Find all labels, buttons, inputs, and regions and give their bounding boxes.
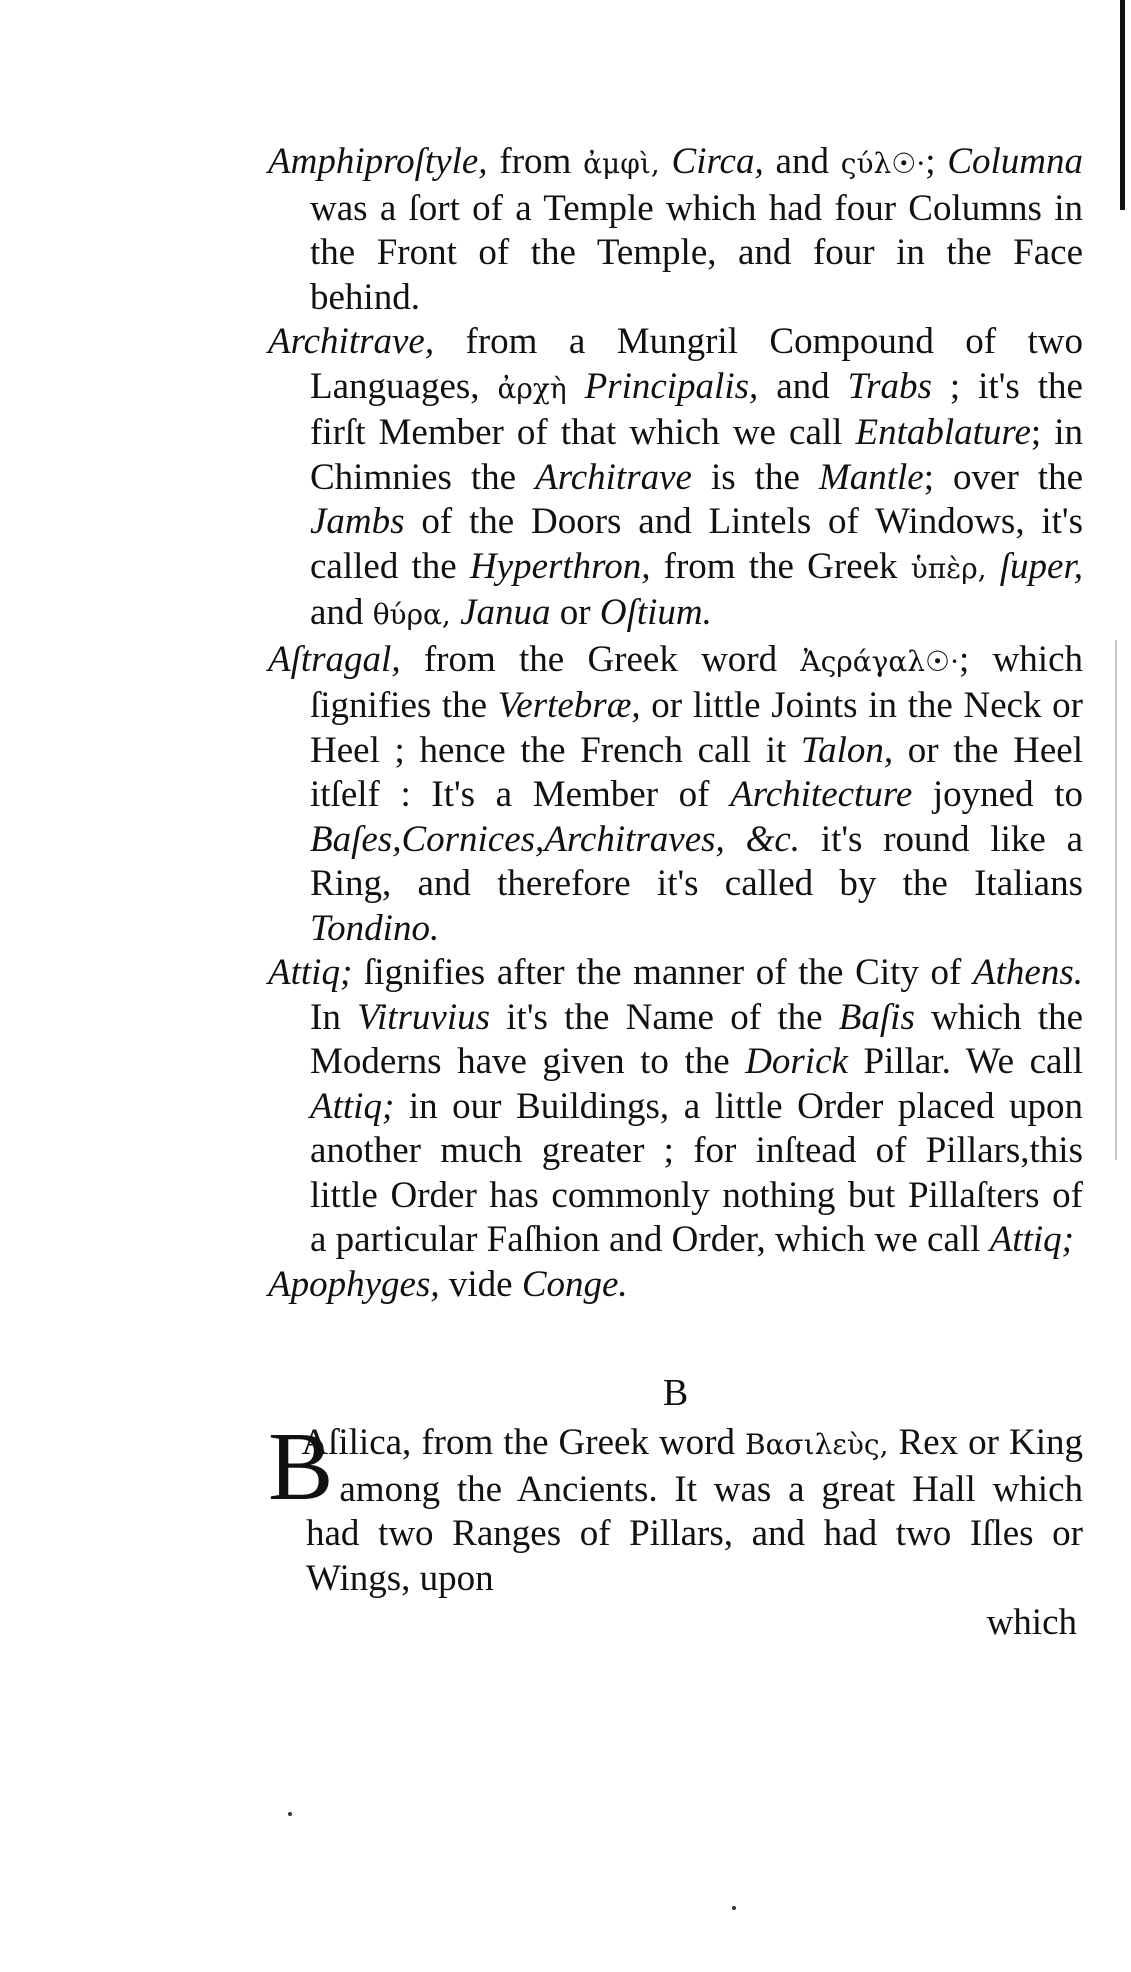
greek-word: θύρα, (372, 598, 451, 631)
body-text: and (310, 592, 373, 633)
catchword: which (986, 1602, 1077, 1643)
italic-text: Baſis (838, 996, 915, 1038)
greek-word: Βασιλεὺς, (745, 1428, 889, 1461)
italic-text: Oſtium. (599, 592, 712, 633)
italic-text: Principalis, (566, 365, 759, 407)
body-text: ; (925, 141, 948, 182)
page-edge-rule (1120, 0, 1125, 210)
body-text: is the (691, 456, 819, 498)
glossary-entry (268, 140, 1083, 320)
italic-text: Columna (947, 141, 1083, 182)
body-text: from the Greek word (400, 638, 801, 680)
basilica-entry (268, 1413, 1083, 1601)
italic-text: ſuper, (986, 545, 1084, 587)
body-text: from a Mungril Compound of two Languages, (310, 321, 1083, 407)
glossary-text (268, 140, 1083, 1646)
glossary-entries (268, 140, 1083, 1307)
entry-term: Attiq; (268, 952, 353, 993)
body-text: or little Joints in the Neck or Heel ; hence the French call it (310, 685, 1084, 771)
italic-text: Attiq; (310, 1085, 395, 1127)
italic-text: Trabs (847, 365, 932, 407)
greek-word: ἀμφὶ, (583, 147, 660, 180)
italic-text: Dorick (745, 1041, 848, 1082)
greek-word: ὑπὲρ, (910, 551, 987, 585)
greek-word: Ἀςράγαλ☉· (800, 644, 960, 678)
italic-text: Baſes,Cornices,Architraves, &c. (310, 818, 801, 860)
italic-text: Circa, (659, 141, 764, 182)
greek-word: ἀρχὴ (497, 371, 567, 405)
italic-text: Conge. (521, 1263, 628, 1305)
entry-term: Aſtragal, (268, 638, 401, 680)
body-text: ; which ſignifies the (310, 638, 1083, 726)
glossary-entry (268, 1263, 1083, 1308)
basilica-body (301, 1422, 1083, 1599)
italic-text: Jambs (310, 501, 405, 542)
entry-term: Apophyges, (268, 1263, 440, 1305)
body-text: Pillar. We call (847, 1041, 1083, 1082)
italic-text: Athens. (973, 952, 1083, 993)
italic-text: Talon, (800, 729, 894, 771)
body-text: was a ſort of a Temple which had four Columns in the Front of the Temple, and four in the Face behind. (310, 187, 1083, 318)
body-text: from the Greek word (411, 1422, 746, 1463)
italic-text: Architecture (730, 774, 913, 815)
italic-text: Aſilica, (301, 1422, 412, 1463)
body-text: and (763, 141, 841, 182)
entry-term: Amphiproſtyle, (268, 141, 488, 182)
italic-text: Vertebræ, (497, 685, 641, 726)
body-text: ; it's the firſt Member of that which we call (310, 365, 1083, 453)
body-text: of the Doors and Lintels of Windows, it's called the (310, 501, 1083, 587)
speck-mark (288, 1812, 292, 1816)
italic-text: Janua (450, 592, 551, 633)
italic-text: Architrave (535, 456, 692, 498)
body-text: or (550, 592, 600, 633)
body-text: In (310, 996, 358, 1038)
body-text: ; over the (923, 456, 1083, 498)
body-text: from (487, 141, 584, 182)
italic-text: Attiq; (989, 1219, 1074, 1260)
italic-text: Rex (888, 1422, 959, 1463)
italic-text: Tondino. (310, 907, 440, 949)
body-text: it's the Name of the (490, 996, 839, 1038)
section-heading: B (662, 1372, 689, 1414)
body-text: vide (439, 1263, 522, 1305)
body-text: or the Heel itſelf : It's a Member of (310, 729, 1083, 815)
body-text: ſignifies after the manner of the City of (352, 952, 974, 993)
body-text: and (758, 365, 848, 407)
italic-text: Vitruvius (357, 996, 491, 1038)
italic-text: Mantle (818, 456, 924, 498)
body-text: which the Moderns have given to the (310, 996, 1084, 1082)
glossary-entry (268, 320, 1083, 638)
entry-term: Architrave, (268, 321, 435, 362)
body-text: it's round like a Ring, and therefore it's called by the Italians (310, 818, 1083, 904)
body-text: ; in Chimnies the (310, 412, 1083, 498)
italic-text: Entablature (855, 412, 1031, 453)
speck-mark (732, 1906, 736, 1910)
body-text: or King among the Ancients. It was a great Hall which had two Ranges of Pillars, and had two Iſles or Wings, upon (306, 1422, 1083, 1599)
glossary-entry (268, 951, 1083, 1263)
drop-cap: B (268, 1413, 334, 1521)
page-edge-shadow (1115, 640, 1117, 1160)
greek-word: ςύλ☉· (840, 147, 926, 180)
body-text: in our Buildings, a little Order placed upon another much greater ; for inſtead of Pillars,this little Order has commonly nothing but Pillaſters of a particular Faſhion and Order, which we call (310, 1085, 1083, 1260)
italic-text: Hyperthron, (469, 545, 651, 587)
body-text: from the Greek (650, 545, 911, 587)
glossary-entry (268, 638, 1083, 952)
body-text: joyned to (912, 774, 1083, 815)
